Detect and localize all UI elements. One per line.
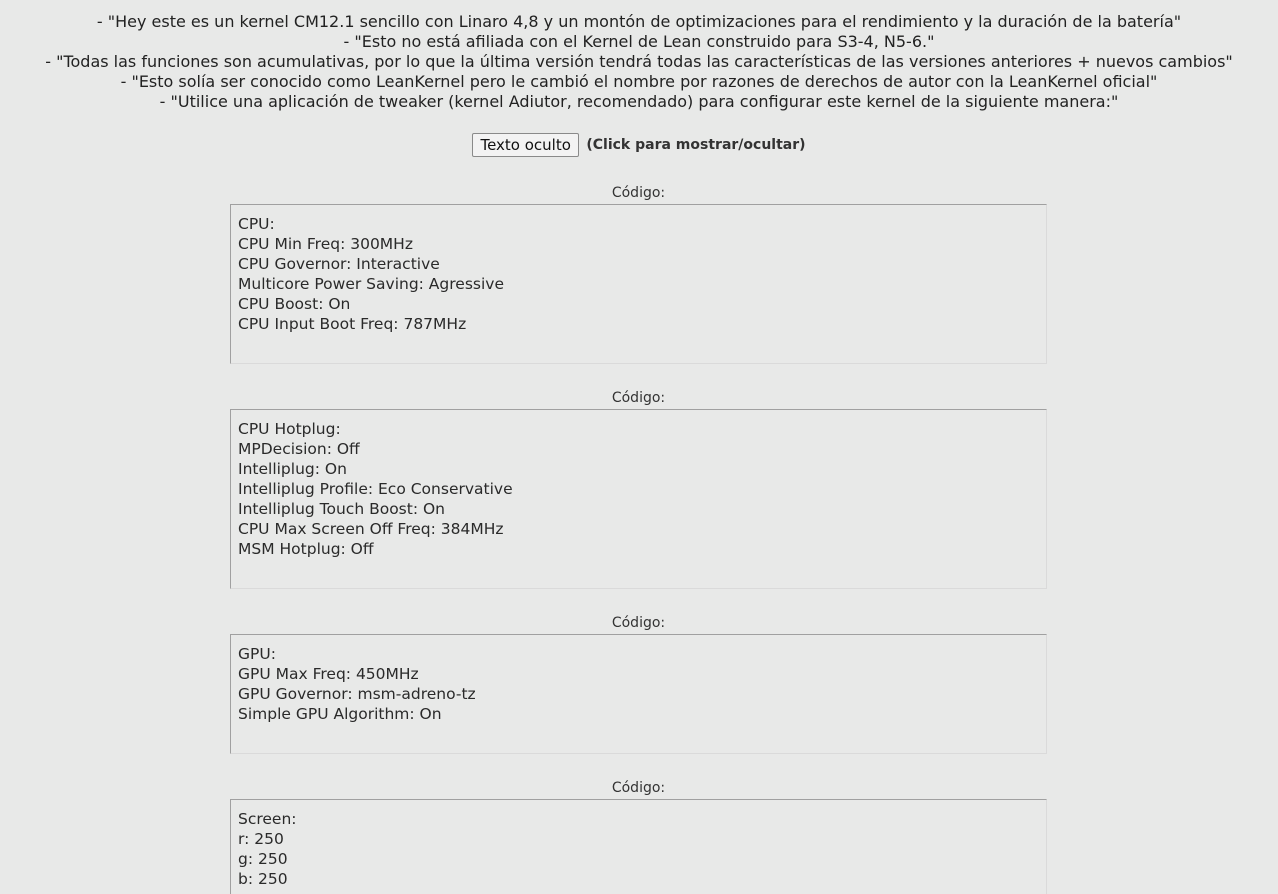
intro-line: - "Todas las funciones son acumulativas, por lo que la última versión tendrá todas las características de las versiones anteriores + nuevos cambios" xyxy=(45,52,1233,71)
code-line: GPU Max Freq: 450MHz xyxy=(238,665,419,683)
hidden-text-button[interactable]: Texto oculto xyxy=(472,133,578,157)
code-line: CPU Max Screen Off Freq: 384MHz xyxy=(238,520,504,538)
code-line: Intelliplug Profile: Eco Conservative xyxy=(238,480,513,498)
intro-line: - "Hey este es un kernel CM12.1 sencillo con Linaro 4,8 y un montón de optimizaciones para el rendimiento y la duración de la batería" xyxy=(96,12,1182,31)
code-box[interactable] xyxy=(230,634,1047,754)
code-line: CPU Input Boot Freq: 787MHz xyxy=(238,315,467,333)
code-label: Código: xyxy=(611,390,666,406)
code-box[interactable] xyxy=(230,204,1047,364)
code-box[interactable] xyxy=(230,409,1047,589)
code-line: Simple GPU Algorithm: On xyxy=(238,705,442,723)
code-line: g: 250 xyxy=(238,850,288,868)
code-line: r: 250 xyxy=(238,830,284,848)
code-label: Código: xyxy=(611,780,666,796)
code-line: GPU: xyxy=(238,645,276,663)
code-label: Código: xyxy=(611,185,666,201)
code-block-gpu xyxy=(230,613,1047,754)
code-line: CPU Min Freq: 300MHz xyxy=(238,235,413,253)
code-line: CPU Governor: Interactive xyxy=(238,255,440,273)
code-line: Multicore Power Saving: Agressive xyxy=(238,275,504,293)
code-line: Intelliplug: On xyxy=(238,460,347,478)
code-line: CPU Boost: On xyxy=(238,295,351,313)
code-line: GPU Governor: msm-adreno-tz xyxy=(238,685,476,703)
code-label: Código: xyxy=(611,615,666,631)
code-line: CPU: xyxy=(238,215,275,233)
code-block-hotplug xyxy=(230,388,1047,589)
code-line: b: 250 xyxy=(238,870,288,888)
code-block-cpu xyxy=(230,183,1047,364)
code-line: Screen: xyxy=(238,810,297,828)
code-line: MPDecision: Off xyxy=(238,440,360,458)
code-block-screen xyxy=(230,778,1047,894)
spoiler-toggle-row xyxy=(0,133,1278,157)
code-line: CPU Hotplug: xyxy=(238,420,341,438)
intro-text xyxy=(0,12,1278,112)
code-line: Intelliplug Touch Boost: On xyxy=(238,500,446,518)
code-box[interactable] xyxy=(230,799,1047,894)
code-line: MSM Hotplug: Off xyxy=(238,540,374,558)
spoiler-hint: (Click para mostrar/ocultar) xyxy=(586,137,806,153)
intro-line: - "Esto solía ser conocido como LeanKernel pero le cambió el nombre por razones de derechos de autor con la LeanKernel oficial" xyxy=(120,72,1158,91)
intro-line: - "Esto no está afiliada con el Kernel de Lean construido para S3-4, N5-6." xyxy=(343,32,935,51)
intro-line: - "Utilice una aplicación de tweaker (kernel Adiutor, recomendado) para configurar este kernel de la siguiente manera:" xyxy=(159,92,1119,111)
